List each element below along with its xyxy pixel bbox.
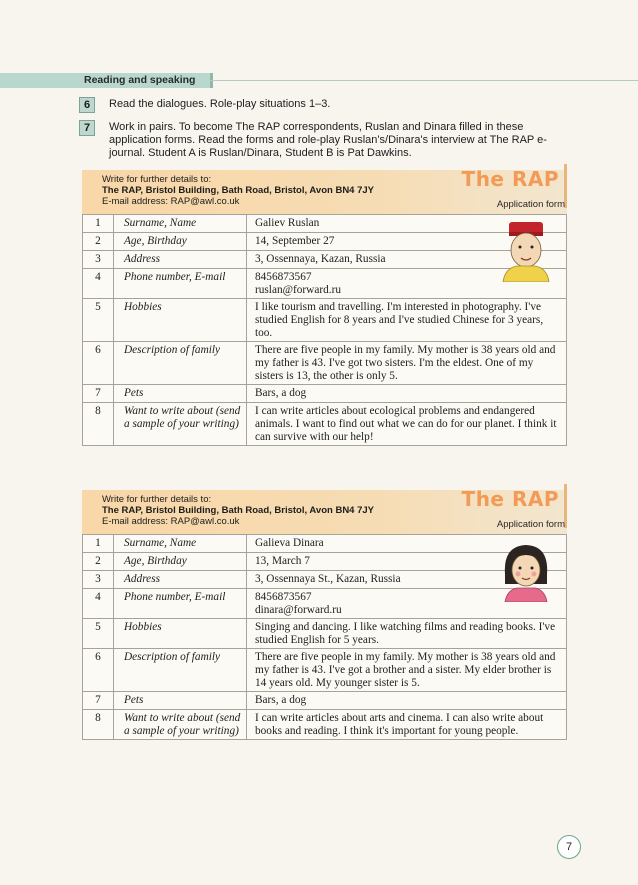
header-address: The RAP, Bristol Building, Bath Road, Bristol, Avon BN4 7JY bbox=[102, 505, 375, 516]
row-number: 5 bbox=[83, 619, 114, 649]
field-value: There are five people in my family. My mother is 38 years old and my father is 43. I've got two sisters. I'm the eldest. One of my sisters is 13, the other is only 5. bbox=[247, 342, 567, 385]
field-label: Address bbox=[114, 571, 247, 589]
field-label: Phone number, E-mail bbox=[114, 269, 247, 299]
field-value: Singing and dancing. I like watching films and reading books. I've studied English for 5 years. bbox=[247, 619, 567, 649]
application-form-dinara bbox=[82, 487, 567, 740]
field-value: 3, Ossennaya, Kazan, Russia bbox=[247, 251, 567, 269]
header-line-1: Write for further details to: bbox=[102, 174, 212, 185]
task-number: 7 bbox=[79, 120, 95, 136]
row-number: 1 bbox=[83, 535, 114, 553]
row-number: 4 bbox=[83, 589, 114, 619]
row-number: 3 bbox=[83, 251, 114, 269]
field-value: There are five people in my family. My mother is 38 years old and my father is 43. I've got a brother and a sister. My elder brother is 14 years old. My younger sister is 5. bbox=[247, 649, 567, 692]
form-row bbox=[83, 403, 567, 446]
field-value: 8456873567 dinara@forward.ru bbox=[247, 589, 567, 619]
row-number: 1 bbox=[83, 215, 114, 233]
form-row bbox=[83, 233, 567, 251]
field-value: I can write articles about arts and cinema. I can also write about books and reading. I think it's important for young people. bbox=[247, 710, 567, 740]
field-value: Galiev Ruslan bbox=[247, 215, 567, 233]
header-email: E-mail address: RAP@awl.co.uk bbox=[102, 196, 240, 207]
form-row bbox=[83, 269, 567, 299]
task-text: Work in pairs. To become The RAP correspondents, Ruslan and Dinara filled in these application forms. Read the forms and role-play Ruslan's/Dinara's interview at The RAP e-journal. Student A is Ruslan/Dinara, Student B is Pat Dawkins. bbox=[109, 121, 547, 159]
field-value: I can write articles about ecological problems and endangered animals. I want to find out what we can do for our planet. I think it can survive with our help! bbox=[247, 403, 567, 446]
application-form-ruslan bbox=[82, 167, 567, 446]
form-row bbox=[83, 553, 567, 571]
field-label: Surname, Name bbox=[114, 535, 247, 553]
form-row bbox=[83, 251, 567, 269]
section-title: Reading and speaking bbox=[84, 74, 196, 86]
application-form-label: Application form bbox=[496, 199, 565, 210]
field-label: Description of family bbox=[114, 342, 247, 385]
field-value: Bars, a dog bbox=[247, 385, 567, 403]
application-form-label: Application form bbox=[496, 519, 565, 530]
header-email: E-mail address: RAP@awl.co.uk bbox=[102, 516, 240, 527]
header-address: The RAP, Bristol Building, Bath Road, Bristol, Avon BN4 7JY bbox=[102, 185, 375, 196]
boy-avatar-icon bbox=[495, 220, 557, 282]
field-label: Age, Birthday bbox=[114, 553, 247, 571]
row-number: 3 bbox=[83, 571, 114, 589]
form-row bbox=[83, 710, 567, 740]
field-value: I like tourism and travelling. I'm interested in photography. I've studied English for 8 years and I've studied Chinese for 3 years, too. bbox=[247, 299, 567, 342]
row-number: 6 bbox=[83, 342, 114, 385]
row-number: 2 bbox=[83, 233, 114, 251]
field-label: Want to write about (send a sample of your writing) bbox=[114, 710, 247, 740]
field-label: Surname, Name bbox=[114, 215, 247, 233]
task-number: 6 bbox=[79, 97, 95, 113]
form-row bbox=[83, 342, 567, 385]
row-number: 8 bbox=[83, 403, 114, 446]
row-number: 7 bbox=[83, 385, 114, 403]
girl-avatar-icon bbox=[495, 540, 557, 602]
field-label: Phone number, E-mail bbox=[114, 589, 247, 619]
form-row bbox=[83, 571, 567, 589]
form-row bbox=[83, 692, 567, 710]
row-number: 4 bbox=[83, 269, 114, 299]
form-row bbox=[83, 535, 567, 553]
field-label: Pets bbox=[114, 385, 247, 403]
page-number: 7 bbox=[557, 835, 581, 859]
form-row bbox=[83, 215, 567, 233]
section-divider bbox=[210, 80, 638, 81]
field-label: Hobbies bbox=[114, 299, 247, 342]
rap-logo: The RAP bbox=[461, 487, 559, 511]
field-value: 14, September 27 bbox=[247, 233, 567, 251]
field-label: Age, Birthday bbox=[114, 233, 247, 251]
section-header bbox=[0, 73, 213, 88]
field-label: Description of family bbox=[114, 649, 247, 692]
field-label: Address bbox=[114, 251, 247, 269]
header-line-1: Write for further details to: bbox=[102, 494, 212, 505]
field-value: 13, March 7 bbox=[247, 553, 567, 571]
field-value: Galieva Dinara bbox=[247, 535, 567, 553]
field-label: Hobbies bbox=[114, 619, 247, 649]
field-value: 3, Ossennaya St., Kazan, Russia bbox=[247, 571, 567, 589]
form-row bbox=[83, 299, 567, 342]
row-number: 6 bbox=[83, 649, 114, 692]
form-row bbox=[83, 619, 567, 649]
row-number: 2 bbox=[83, 553, 114, 571]
field-value: Bars, a dog bbox=[247, 692, 567, 710]
field-value: 8456873567 ruslan@forward.ru bbox=[247, 269, 567, 299]
field-label: Pets bbox=[114, 692, 247, 710]
row-number: 7 bbox=[83, 692, 114, 710]
form-header bbox=[82, 167, 567, 214]
row-number: 8 bbox=[83, 710, 114, 740]
task-text: Read the dialogues. Role-play situations 1–3. bbox=[109, 98, 331, 110]
form-header bbox=[82, 487, 567, 534]
field-label: Want to write about (send a sample of your writing) bbox=[114, 403, 247, 446]
form-row bbox=[83, 385, 567, 403]
form-row bbox=[83, 589, 567, 619]
form-row bbox=[83, 649, 567, 692]
rap-logo: The RAP bbox=[461, 167, 559, 191]
row-number: 5 bbox=[83, 299, 114, 342]
